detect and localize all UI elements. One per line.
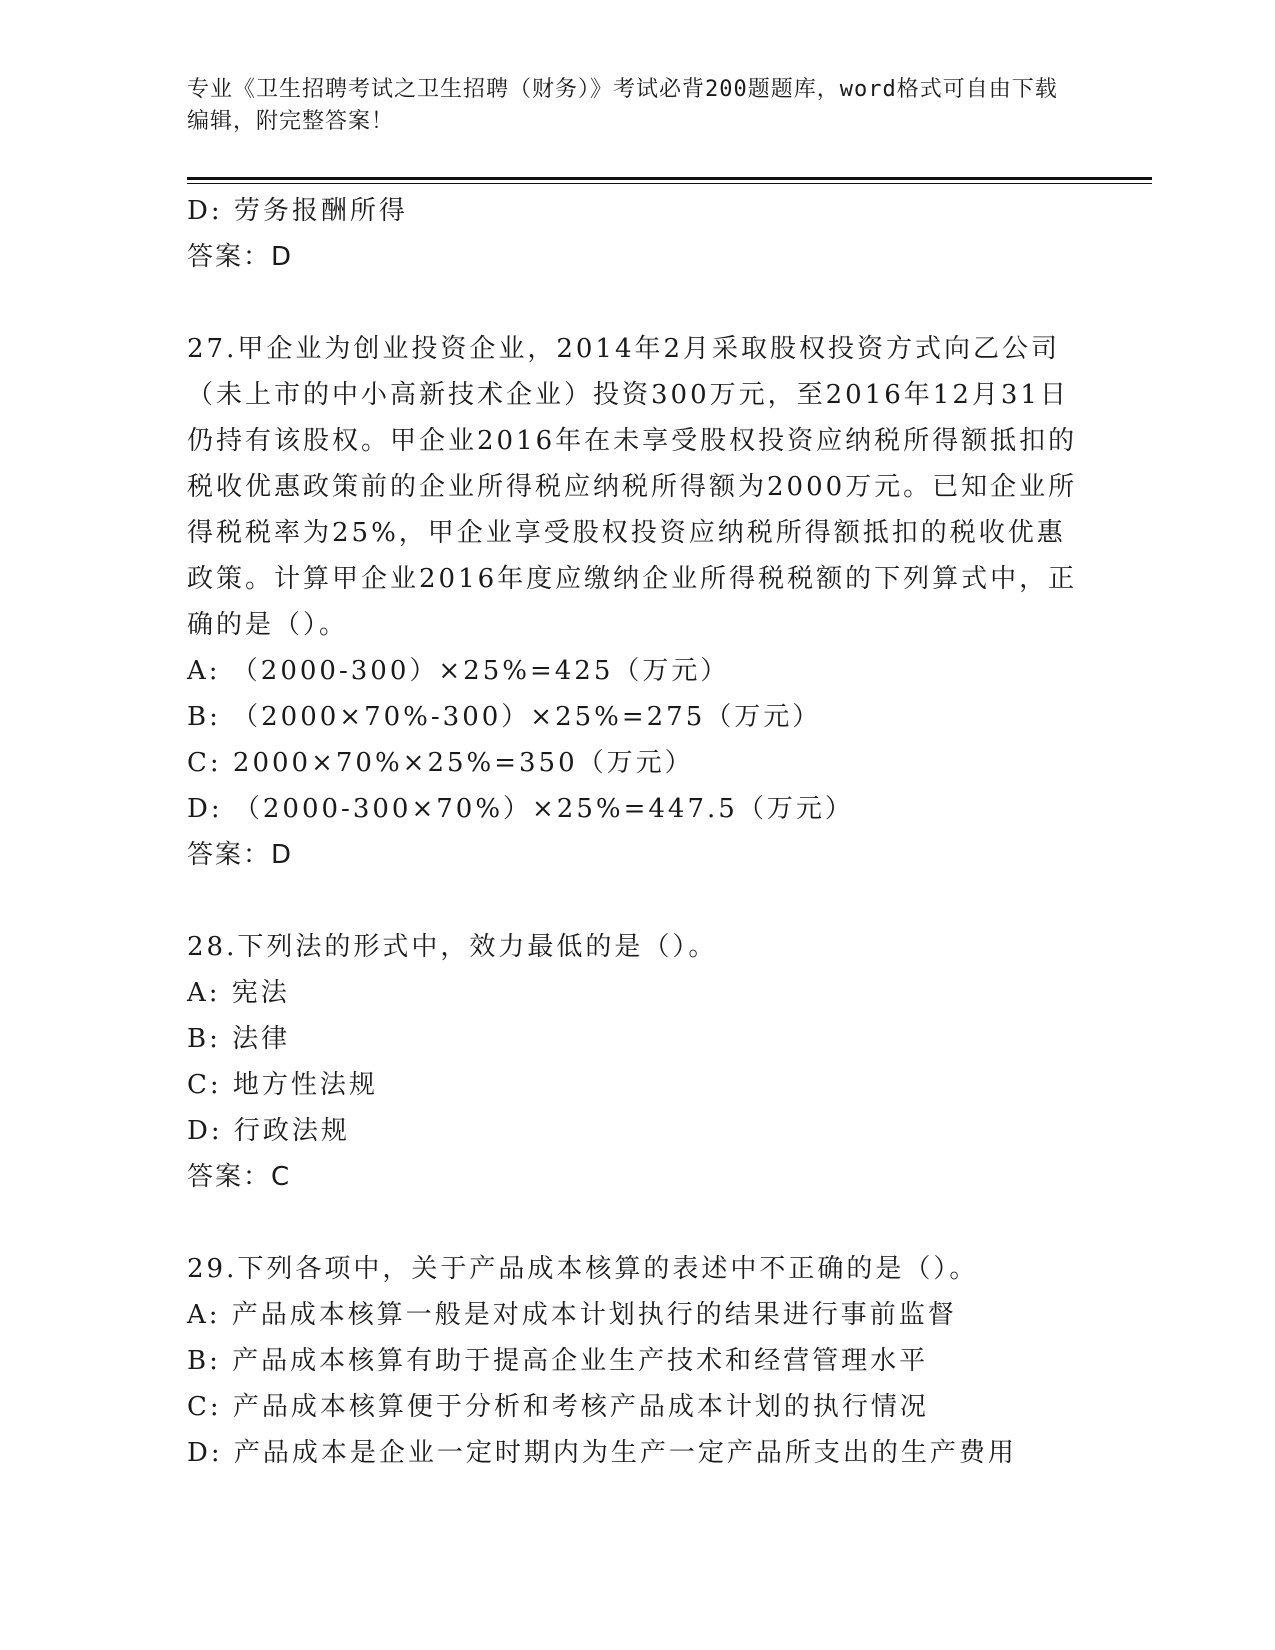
spacer bbox=[187, 1200, 1087, 1246]
option-c: C: 2000×70%×25%=350（万元） bbox=[187, 748, 694, 778]
prev-answer: 答案：D bbox=[187, 242, 294, 272]
header-rule-thin bbox=[187, 183, 1152, 184]
option-b: B: （2000×70%-300）×25%=275（万元） bbox=[187, 702, 822, 732]
question-stem: 27.甲企业为创业投资企业，2014年2月采取股权投资方式向乙公司（未上市的中小高新技术企业）投资300万元，至2016年12月31日仍持有该股权。甲企业2016年在未享受股权投资应纳税所得额抵扣的税收优惠政策前的企业所得税应纳税所得额为2000万元。已知企业所得税税率为25%，甲企业享受股权投资应纳税所得额抵扣的税收优惠政策。计算甲企业2016年度应缴纳企业所得税税额的下列算式中，正确的是（）。 bbox=[187, 334, 1078, 640]
option-a: A: 宪法 bbox=[187, 978, 290, 1008]
option-c: C: 地方性法规 bbox=[187, 1070, 378, 1100]
question-stem: 29.下列各项中，关于产品成本核算的表述中不正确的是（）。 bbox=[187, 1254, 979, 1284]
option-d: D: 行政法规 bbox=[187, 1116, 350, 1146]
question-28 bbox=[187, 924, 1087, 1200]
option-a: A: （2000-300）×25%=425（万元） bbox=[187, 656, 730, 686]
header-rule-thick bbox=[187, 177, 1152, 180]
option-a: A: 产品成本核算一般是对成本计划执行的结果进行事前监督 bbox=[187, 1300, 957, 1330]
spacer bbox=[187, 878, 1087, 924]
spacer bbox=[187, 280, 1087, 326]
document-body bbox=[187, 188, 1087, 1476]
question-stem: 28.下列法的形式中，效力最低的是（）。 bbox=[187, 932, 718, 962]
question-29 bbox=[187, 1246, 1087, 1476]
prev-option-d: D: 劳务报酬所得 bbox=[187, 196, 408, 226]
answer: 答案：C bbox=[187, 1162, 292, 1192]
option-b: B: 产品成本核算有助于提高企业生产技术和经营管理水平 bbox=[187, 1346, 929, 1376]
option-d: D: 产品成本是企业一定时期内为生产一定产品所支出的生产费用 bbox=[187, 1438, 1017, 1468]
option-c: C: 产品成本核算便于分析和考核产品成本计划的执行情况 bbox=[187, 1392, 929, 1422]
answer: 答案：D bbox=[187, 840, 294, 870]
option-d: D: （2000-300×70%）×25%=447.5（万元） bbox=[187, 794, 854, 824]
page-header: 专业《卫生招聘考试之卫生招聘（财务）》考试必背200题题库，word格式可自由下载编辑，附完整答案！ bbox=[187, 77, 1058, 134]
question-27 bbox=[187, 326, 1087, 878]
option-b: B: 法律 bbox=[187, 1024, 291, 1054]
